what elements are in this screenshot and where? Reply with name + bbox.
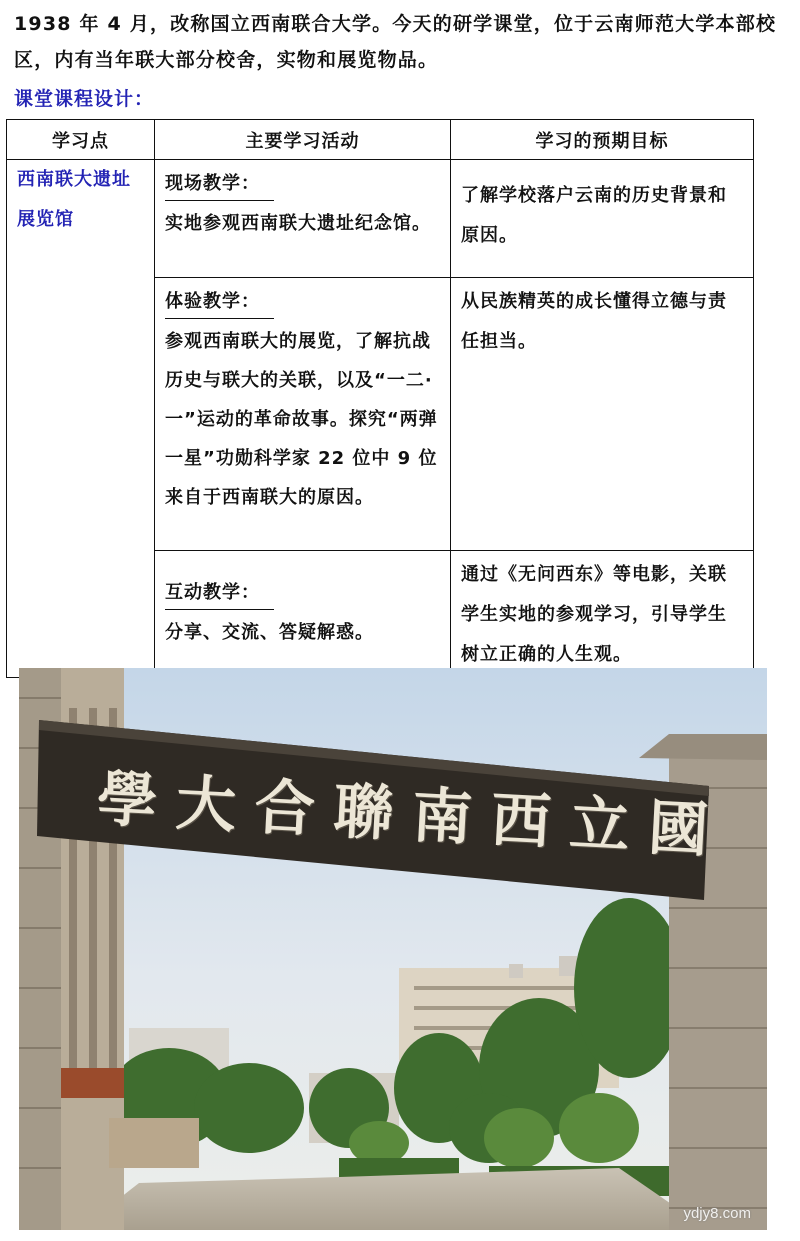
activity-body: 实地参观西南联大遗址纪念馆。 (165, 213, 431, 234)
intro-paragraph: 1938 年 4 月，改称国立西南联合大学。今天的研学课堂，位于云南师范大学本部校区，内有当年联大部分校舍，实物和展览物品。 (14, 13, 777, 71)
sign-char: 合 (252, 772, 317, 846)
watermark: ydjy8.com (683, 1205, 751, 1222)
goal-cell: 从民族精英的成长懂得立德与责任担当。 (451, 278, 754, 551)
activity-title: 互动教学： (165, 577, 274, 610)
activity-body: 参观西南联大的展览，了解抗战历史与联大的关联，以及“一二·一”运动的革命故事。探究“两弹一星”功勋科学家 22 位中 9 位来自于西南联大的原因。 (165, 331, 438, 508)
table-row (7, 160, 754, 278)
activity-title: 体验教学： (165, 286, 274, 319)
goal-cell: 通过《无问西东》等电影，关联学生实地的参观学习，引导学生树立正确的人生观。 (451, 551, 754, 678)
header-expected-goal: 学习的预期目标 (451, 120, 754, 160)
sign-char: 南 (410, 780, 474, 854)
activity-title: 现场教学： (165, 168, 274, 201)
activity-body: 分享、交流、答疑解惑。 (165, 622, 374, 643)
course-design-heading: 课堂课程设计： (14, 88, 155, 110)
header-main-activity: 主要学习活动 (155, 120, 451, 160)
header-learning-point: 学习点 (7, 120, 155, 160)
goal-cell: 了解学校落户云南的历史背景和原因。 (451, 160, 754, 278)
activity-cell (155, 551, 451, 678)
sign-char: 大 (174, 768, 238, 842)
sign-char: 聯 (331, 776, 396, 850)
activity-cell (155, 278, 451, 551)
sign-char: 國 (646, 793, 711, 867)
sign-char: 西 (488, 784, 553, 858)
campus-gate-photo (19, 668, 767, 1230)
sign-char: 立 (567, 788, 632, 863)
activity-cell (155, 160, 451, 278)
learning-point-cell: 西南联大遗址展览馆 (7, 160, 155, 678)
table-header-row (7, 120, 754, 160)
course-design-table (6, 119, 754, 678)
sign-char: 學 (95, 764, 159, 838)
